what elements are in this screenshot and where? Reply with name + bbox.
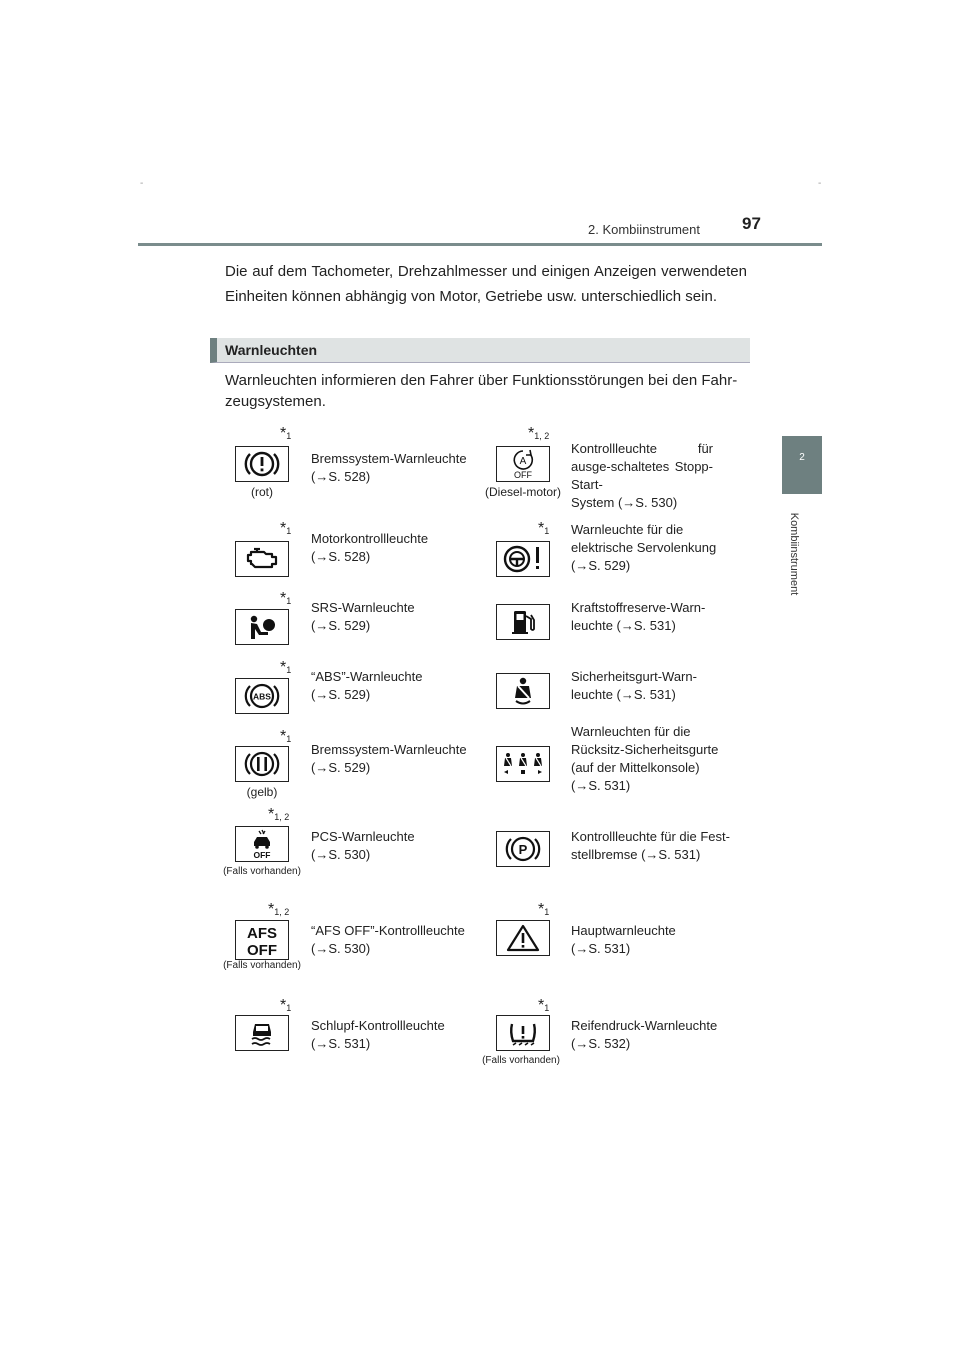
light-description: Kontrollleuchte für ausge-schaltetes Stopp-Start- System (→S. 530): [571, 441, 713, 510]
light-description: Bremssystem-Warnleuchte (→S. 528): [311, 451, 467, 484]
light-description: Motorkontrollleuchte (→S. 528): [311, 531, 429, 564]
icon-caption: (Falls vorhanden): [223, 960, 301, 971]
seatbelt-icon: [496, 673, 550, 709]
abs-icon: [235, 678, 289, 714]
light-description: Kontrollleuchte für die Fest- stellbremse (→S. 531): [571, 829, 730, 862]
light-description: Warnleuchte für die elektrische Servolenkung (→S. 529): [571, 522, 717, 573]
airbag-srs-icon: [235, 609, 289, 645]
fuel-pump-icon: [496, 604, 550, 640]
power-steering-icon: [496, 541, 550, 577]
light-description: Bremssystem-Warnleuchte (→S. 529): [311, 742, 467, 775]
rear-seatbelt-icon: [496, 746, 550, 782]
light-description: Sicherheitsgurt-Warn- leuchte (→S. 531): [571, 669, 697, 702]
light-description: “ABS”-Warnleuchte (→S. 529): [311, 669, 423, 702]
footnote-marker: $*_{1, 2}$: [528, 425, 550, 442]
light-description: Schlupf-Kontrollleuchte (→S. 531): [311, 1018, 445, 1051]
svg-text:ABS: ABS: [253, 691, 271, 702]
afs-off-icon: [235, 920, 289, 960]
light-description: Hauptwarnleuchte (→S. 531): [571, 923, 676, 956]
intro-paragraph: Die auf dem Tachometer, Drehzahlmesser und einigen Anzeigen verwendeten Einheiten können abhängig von Motor, Getriebe usw. unterschiedlich sein.: [225, 263, 747, 305]
light-description: “AFS OFF”-Kontrollleuchte (→S. 530): [311, 923, 465, 956]
brake-yellow-icon: [235, 746, 289, 782]
svg-text:P: P: [518, 842, 528, 857]
svg-text:OFF: OFF: [514, 470, 532, 480]
brake-warning-icon: [235, 446, 289, 482]
chapter-tab[interactable]: 2: [782, 436, 822, 494]
icon-caption: (Diesel-motor): [484, 485, 561, 499]
svg-text:OFF: OFF: [253, 850, 271, 860]
svg-text:AFS: AFS: [247, 925, 277, 942]
footnote-marker: $*_1$: [280, 728, 292, 745]
svg-text:OFF: OFF: [247, 942, 277, 959]
icon-caption: (Falls vorhanden): [482, 1055, 560, 1066]
crop-mark: -: [818, 178, 822, 189]
footnote-marker: $*_1$: [538, 997, 550, 1014]
footnote-marker: $*_1$: [538, 520, 550, 537]
tire-pressure-icon: [496, 1015, 550, 1051]
light-description: Reifendruck-Warnleuchte (→S. 532): [571, 1018, 718, 1051]
slip-indicator-icon: [235, 1015, 289, 1051]
light-description: Warnleuchten für die Rücksitz-Sicherheitsgurte (auf der Mittelkonsole) (→S. 531): [571, 724, 719, 793]
pcs-icon: [235, 826, 289, 862]
light-description: Kraftstoffreserve-Warn- leuchte (→S. 531): [571, 600, 706, 633]
svg-text:A: A: [519, 456, 527, 467]
footnote-marker: $*_1$: [280, 659, 292, 676]
icon-caption: (rot): [251, 485, 273, 499]
stop-start-off-icon: [496, 446, 550, 482]
footnote-marker: $*_{1, 2}$: [268, 806, 290, 823]
footnote-marker: $*_1$: [280, 425, 292, 442]
light-description: SRS-Warnleuchte (→S. 529): [311, 600, 415, 633]
footnote-marker: $*_{1, 2}$: [268, 901, 290, 918]
icon-caption: (Falls vorhanden): [223, 866, 301, 877]
light-description: PCS-Warnleuchte (→S. 530): [311, 829, 415, 862]
page-number: 97: [742, 214, 761, 233]
engine-check-icon: [235, 541, 289, 577]
running-header: 2. Kombiinstrument: [588, 222, 700, 237]
icon-caption: (gelb): [246, 785, 278, 799]
section-heading: Warnleuchten: [210, 338, 750, 363]
crop-mark: -: [140, 178, 144, 189]
header-rule: [138, 243, 822, 246]
footnote-marker: $*_1$: [280, 997, 292, 1014]
footnote-marker: $*_1$: [280, 590, 292, 607]
section-paragraph: Warnleuchten informieren den Fahrer über Funktionsstörungen bei den Fahrzeugsystemen.: [225, 372, 738, 410]
footnote-marker: $*_1$: [538, 901, 550, 918]
footnote-marker: $*_1$: [280, 520, 292, 537]
master-warning-icon: [496, 920, 550, 956]
chapter-label: Kombiinstrument: [788, 512, 800, 596]
parking-brake-icon: [496, 831, 550, 867]
